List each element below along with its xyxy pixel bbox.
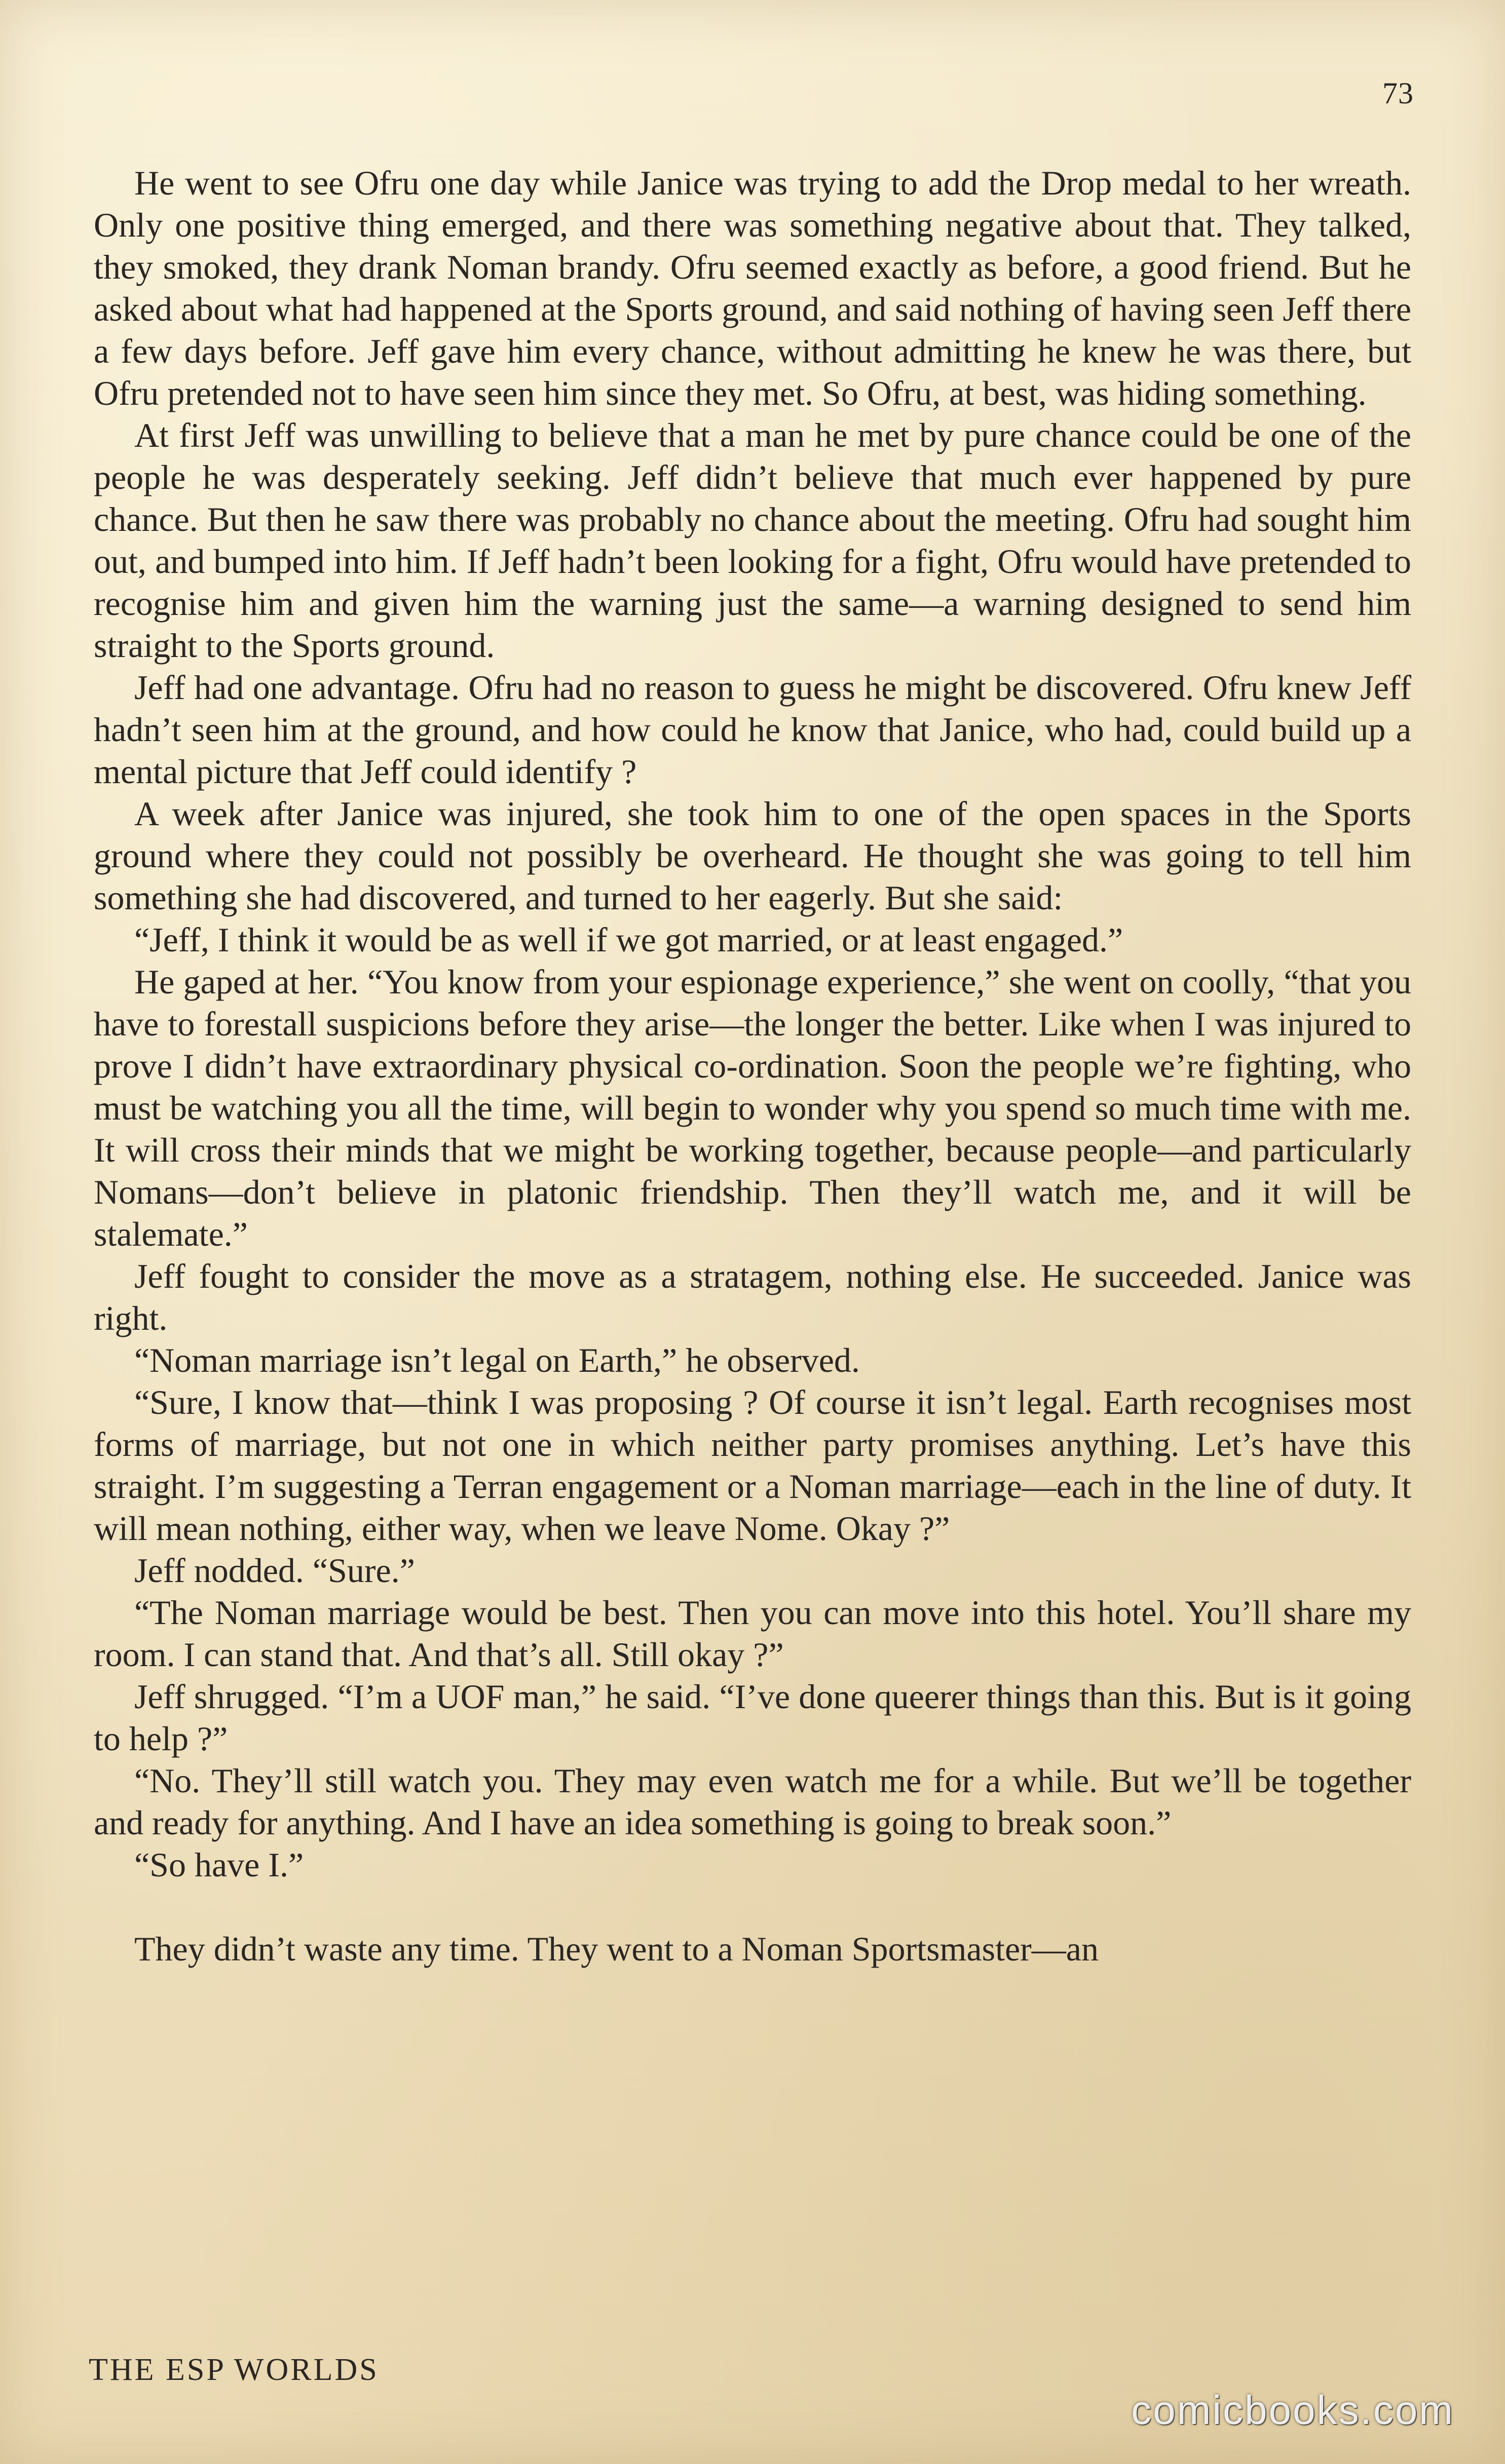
paragraph: A week after Janice was injured, she took him to one of the open spaces in the Sports ground where they could not possibly be overheard. He thought she was going to tell him something she had discovered, and turned to her eagerly. But she said: [94, 794, 1411, 917]
paragraph: Jeff had one advantage. Ofru had no reason to guess he might be discovered. Ofru knew Jeff hadn’t seen him at the ground, and how could he know that Janice, who had, could build up a mental picture that Jeff could identify ? [94, 668, 1411, 791]
page-number: 73 [1382, 76, 1414, 110]
paragraph: He went to see Ofru one day while Janice was trying to add the Drop medal to her wreath. Only one positive thing emerged, and there was something negative about that. They talked, they smoked, they drank Noman brandy. Ofru seemed exactly as before, a good friend. But he asked about what had happened at the Sports ground, and said nothing of having seen Jeff there a few days before. Jeff gave him every chance, without admitting he knew he was there, but Ofru pretended not to have seen him since they met. So Ofru, at best, was hiding something. [94, 164, 1411, 412]
paragraph: They didn’t waste any time. They went to a Noman Sportsmaster—an [134, 1930, 1099, 1968]
body-text [94, 162, 1411, 1970]
paragraph: “Noman marriage isn’t legal on Earth,” he observed. [134, 1341, 860, 1379]
paragraph: “Jeff, I think it would be as well if we got married, or at least engaged.” [134, 920, 1123, 959]
paragraph: “The Noman marriage would be best. Then you can move into this hotel. You’ll share my room. I can stand that. And that’s all. Still okay ?” [94, 1593, 1411, 1674]
site-watermark: comicbooks.com [1131, 2388, 1454, 2433]
paragraph: Jeff fought to consider the move as a stratagem, nothing else. He succeeded. Janice was right. [94, 1257, 1411, 1337]
paragraph: He gaped at her. “You know from your espionage experience,” she went on coolly, “that you have to forestall suspicions before they arise—the longer the better. Like when I was injured to prove I didn’t have extraordinary physical co-ordination. Soon the people we’re fighting, who must be watching you all the time, will begin to wonder why you spend so much time with me. It will cross their minds that we might be working together, because people—and particularly Nomans—don’t believe in platonic friendship. Then they’ll watch me, and it will be stalemate.” [94, 962, 1411, 1253]
paragraph: “No. They’ll still watch you. They may even watch me for a while. But we’ll be together and ready for anything. And I have an idea something is going to break soon.” [94, 1761, 1411, 1842]
paragraph: At first Jeff was unwilling to believe that a man he met by pure chance could be one of the people he was desperately seeking. Jeff didn’t believe that much ever happened by pure chance. But then he saw there was probably no chance about the meeting. Ofru had sought him out, and bumped into him. If Jeff hadn’t been looking for a fight, Ofru would have pretended to recognise him and given him the warning just the same—a warning designed to send him straight to the Sports ground. [94, 416, 1411, 665]
paragraph: Jeff shrugged. “I’m a UOF man,” he said. “I’ve done queerer things than this. But is it going to help ?” [94, 1677, 1411, 1758]
paragraph: “Sure, I know that—think I was proposing ? Of course it isn’t legal. Earth recognises most forms of marriage, but not one in which neither party promises anything. Let’s have this straight. I’m suggesting a Terran engagement or a Noman marriage—each in the line of duty. It will mean nothing, either way, when we leave Nome. Okay ?” [94, 1383, 1411, 1548]
running-title: THE ESP WORLDS [89, 2353, 379, 2387]
paragraph: Jeff nodded. “Sure.” [134, 1551, 415, 1590]
paragraph: “So have I.” [134, 1845, 304, 1884]
